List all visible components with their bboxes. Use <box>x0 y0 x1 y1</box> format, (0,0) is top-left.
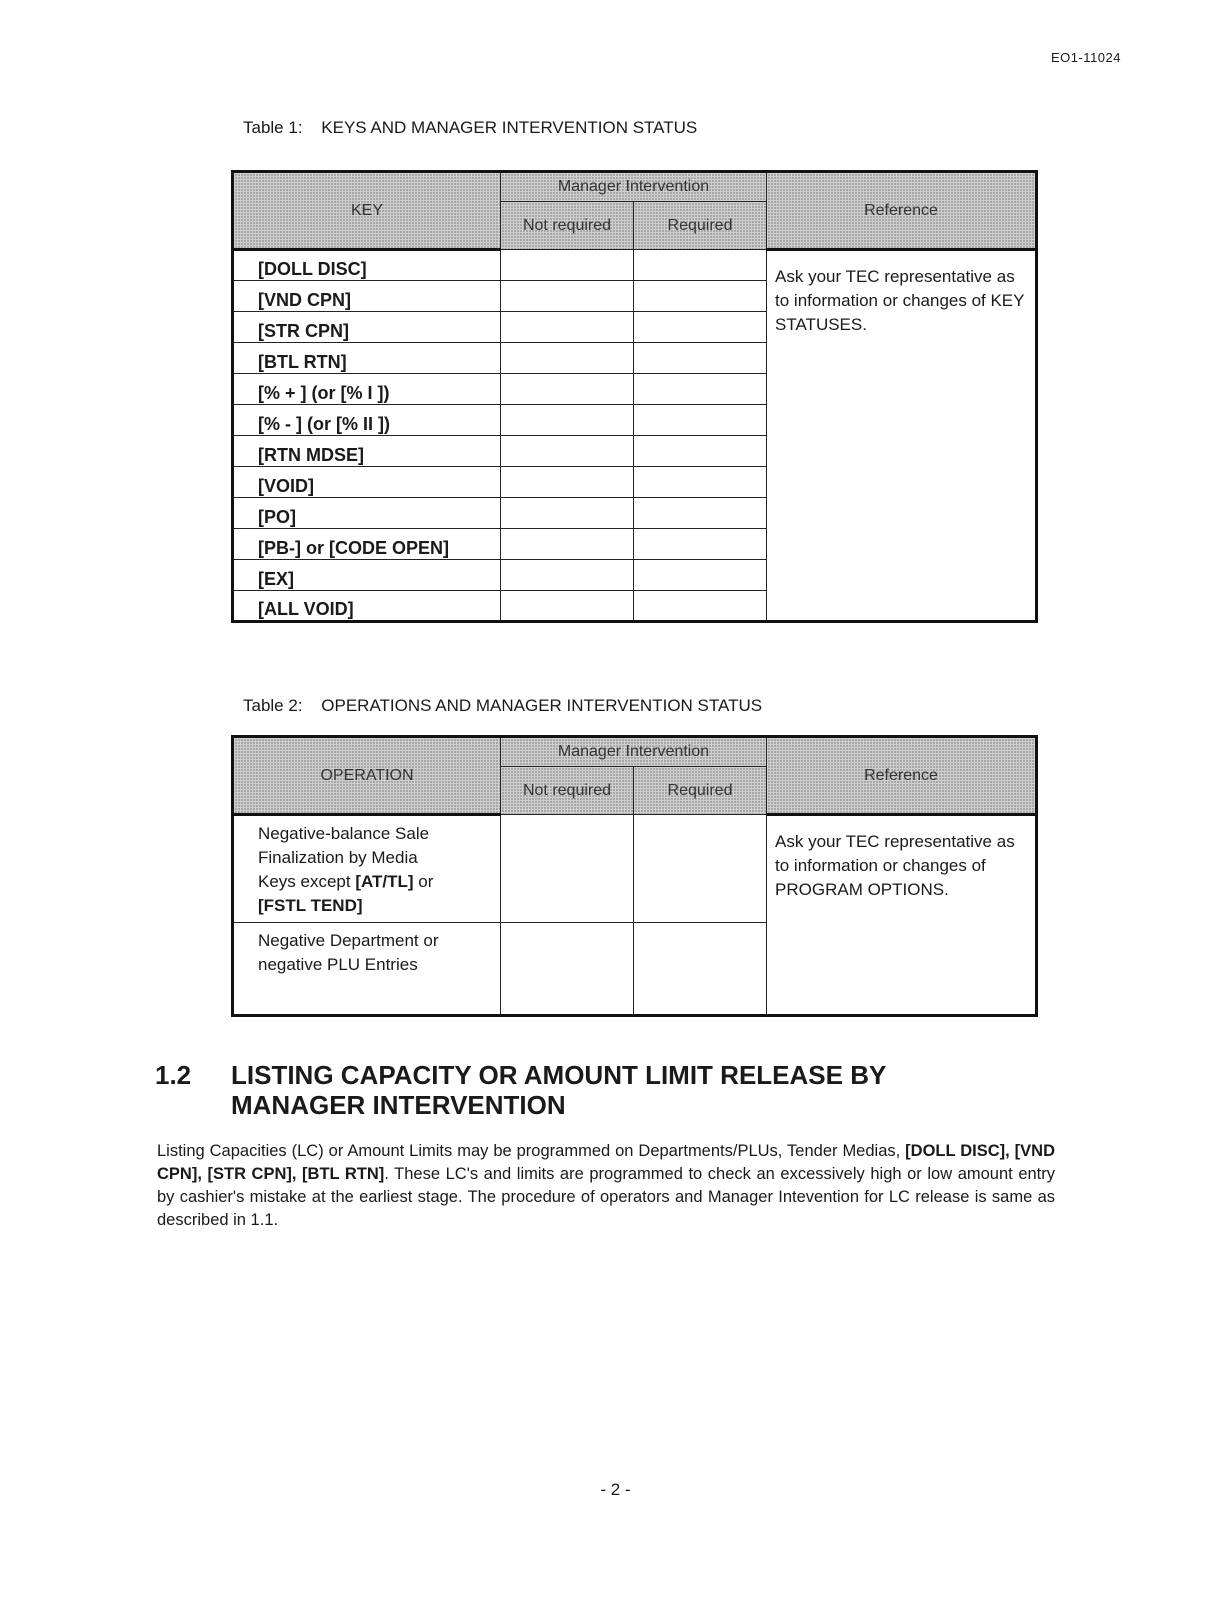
not-required-cell <box>501 467 634 498</box>
table2-reference-text: Ask your TEC representative as to information or changes of PROGRAM OPTIONS. <box>767 815 1037 1016</box>
required-cell <box>634 374 767 405</box>
section-number: 1.2 <box>155 1060 192 1090</box>
operation-text: negative PLU Entries <box>258 955 418 974</box>
key-cell: [PO] <box>233 498 501 529</box>
table-row <box>233 250 1037 281</box>
table2-caption-number: Table 2: <box>243 696 303 715</box>
not-required-cell <box>501 250 634 281</box>
operation-text: or <box>413 872 434 891</box>
section-heading <box>155 1060 991 1120</box>
not-required-cell <box>501 529 634 560</box>
not-required-cell <box>501 281 634 312</box>
operation-cell <box>233 815 501 923</box>
required-cell <box>634 405 767 436</box>
table1-caption-number: Table 1: <box>243 118 303 137</box>
table2-header-operation: OPERATION <box>233 737 501 815</box>
operation-text: Negative-balance Sale <box>258 824 430 843</box>
key-cell: [BTL RTN] <box>233 343 501 374</box>
required-cell <box>634 529 767 560</box>
table1-header-key: KEY <box>233 172 501 250</box>
required-cell <box>634 250 767 281</box>
key-cell: [% - ] (or [% II ]) <box>233 405 501 436</box>
not-required-cell <box>501 436 634 467</box>
table2-caption-text: OPERATIONS AND MANAGER INTERVENTION STATUS <box>321 696 763 715</box>
table2-header-manager-intervention: Manager Intervention <box>501 737 767 767</box>
table1-caption <box>243 118 697 138</box>
required-cell <box>634 923 767 1016</box>
table-row <box>233 815 1037 923</box>
required-cell <box>634 498 767 529</box>
document-id: EO1-11024 <box>1050 50 1121 65</box>
not-required-cell <box>501 343 634 374</box>
operation-text: Negative Department or <box>258 931 439 950</box>
table1-header-reference: Reference <box>767 172 1037 250</box>
key-cell: [% + ] (or [% I ]) <box>233 374 501 405</box>
not-required-cell <box>501 498 634 529</box>
table1-header-not-required: Not required <box>501 202 634 250</box>
required-cell <box>634 467 767 498</box>
operation-text: Finalization by Media <box>258 848 418 867</box>
not-required-cell <box>501 312 634 343</box>
key-cell: [VND CPN] <box>233 281 501 312</box>
section-paragraph <box>157 1140 1055 1232</box>
table2-caption <box>243 696 762 716</box>
paragraph-text: . These LC's and limits are programmed to check an excessively high or low amount entry by cashier's mistake at the earliest stage. The procedure of operators and Manager Intevention for LC release is same as described in 1.1. <box>157 1165 1055 1229</box>
required-cell <box>634 281 767 312</box>
not-required-cell <box>501 923 634 1016</box>
table2-header-reference: Reference <box>767 737 1037 815</box>
table2-header-not-required: Not required <box>501 767 634 815</box>
not-required-cell <box>501 405 634 436</box>
key-cell: [PB-] or [CODE OPEN] <box>233 529 501 560</box>
required-cell <box>634 343 767 374</box>
not-required-cell <box>501 591 634 622</box>
operation-text: Keys except <box>258 872 356 891</box>
key-cell: [RTN MDSE] <box>233 436 501 467</box>
required-cell <box>634 312 767 343</box>
table1-header-manager-intervention: Manager Intervention <box>501 172 767 202</box>
table1-reference-text: Ask your TEC representative as to information or changes of KEY STATUSES. <box>767 250 1037 622</box>
not-required-cell <box>501 560 634 591</box>
not-required-cell <box>501 374 634 405</box>
table1-header-required: Required <box>634 202 767 250</box>
operation-cell <box>233 923 501 1016</box>
required-cell <box>634 591 767 622</box>
paragraph-text: Listing Capacities (LC) or Amount Limits may be programmed on Departments/PLUs, Tender Medias, <box>157 1142 906 1160</box>
table2-header-required: Required <box>634 767 767 815</box>
page-number: - 2 - <box>600 1480 631 1499</box>
key-label: [FSTL TEND] <box>258 896 363 915</box>
key-cell: [VOID] <box>233 467 501 498</box>
key-cell: [STR CPN] <box>233 312 501 343</box>
table1-keys <box>231 170 1038 623</box>
section-title: LISTING CAPACITY OR AMOUNT LIMIT RELEASE BY MANAGER INTERVENTION <box>231 1060 886 1120</box>
table1-caption-text: KEYS AND MANAGER INTERVENTION STATUS <box>321 118 698 137</box>
required-cell <box>634 560 767 591</box>
key-cell: [ALL VOID] <box>233 591 501 622</box>
key-cell: [EX] <box>233 560 501 591</box>
not-required-cell <box>501 815 634 923</box>
key-cell: [DOLL DISC] <box>233 250 501 281</box>
key-list: [DOLL DISC], [VND CPN], [STR CPN], [BTL RTN] <box>157 1142 1056 1183</box>
key-label: [AT/TL] <box>355 872 414 891</box>
required-cell <box>634 436 767 467</box>
required-cell <box>634 815 767 923</box>
table2-operations <box>231 735 1038 1017</box>
